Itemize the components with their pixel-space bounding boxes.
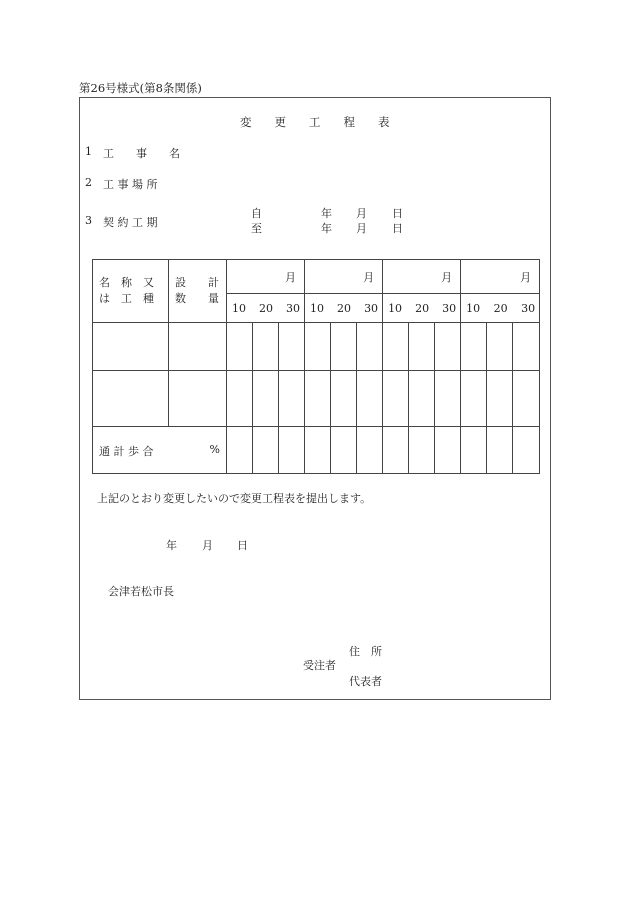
field-label-project-name: 工 事 名 [103, 147, 180, 160]
day-headers-4: 10 20 30 [461, 294, 540, 323]
table-row [93, 323, 540, 371]
field-label-contract-period: 契 約 工 期 [103, 216, 158, 229]
table-row [93, 371, 540, 427]
month-header-3: 月 [383, 260, 461, 294]
contractor-role-label: 受注者 [303, 659, 336, 672]
period-from-month: 月 [356, 207, 367, 220]
address-label: 住 所 [349, 645, 382, 658]
date-month: 月 [202, 539, 213, 552]
period-from-label: 自 [251, 207, 262, 220]
progress-row [93, 427, 540, 474]
header-design-quantity: 設 計 数 量 [169, 260, 227, 323]
field-num-2: 2 [85, 176, 92, 189]
representative-label: 代表者 [349, 675, 382, 688]
period-to-month: 月 [356, 222, 367, 235]
field-num-1: 1 [85, 145, 92, 158]
header-item-name: 名 称 又 は 工 種 [93, 260, 169, 323]
day-headers-2: 10 20 30 [305, 294, 383, 323]
progress-label: 通 計 歩 合 [99, 445, 154, 458]
period-to-day: 日 [392, 222, 403, 235]
month-header-2: 月 [305, 260, 383, 294]
date-day: 日 [237, 539, 248, 552]
period-to-label: 至 [251, 222, 262, 235]
period-from-year: 年 [321, 207, 332, 220]
month-header-4: 月 [461, 260, 540, 294]
field-num-3: 3 [85, 214, 92, 227]
field-label-project-location: 工 事 場 所 [103, 178, 158, 191]
form-title: 変 更 工 程 表 [240, 115, 390, 129]
month-header-1: 月 [227, 260, 305, 294]
percent-sign: % [209, 443, 220, 456]
date-year: 年 [166, 539, 177, 552]
schedule-table [92, 259, 540, 474]
period-to-year: 年 [321, 222, 332, 235]
form-number: 第26号様式(第8条関係) [79, 81, 202, 95]
statement: 上記のとおり変更したいので変更工程表を提出します。 [97, 492, 372, 505]
period-from-day: 日 [392, 207, 403, 220]
day-headers-1: 10 20 30 [227, 294, 305, 323]
addressee: 会津若松市長 [108, 585, 174, 598]
day-headers-3: 10 20 30 [383, 294, 461, 323]
